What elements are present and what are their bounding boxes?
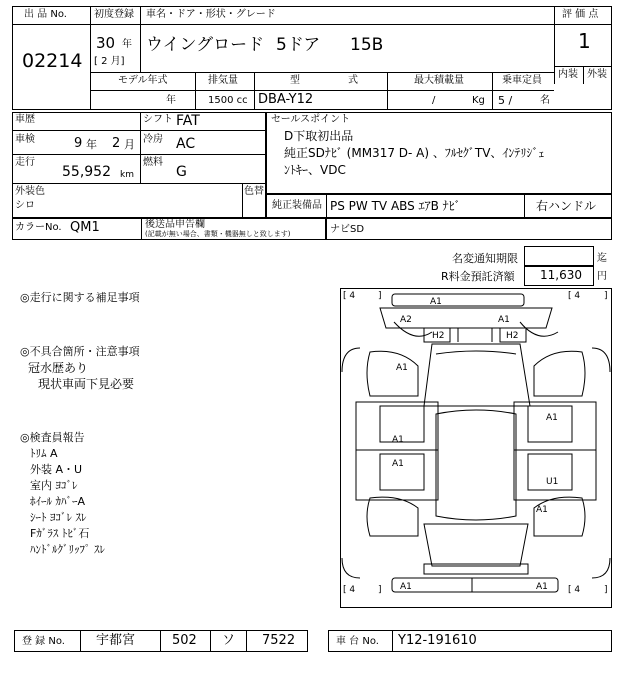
mark-left-door-front: A1 — [392, 435, 404, 445]
reg-kana: ソ — [222, 633, 236, 648]
mileage-label: 走行 — [15, 157, 35, 168]
capacity-unit: 名 — [540, 95, 550, 106]
bracket-end-bl: ] — [378, 585, 382, 595]
defect-title: ◎不具合箇所・注意事項 — [20, 345, 140, 358]
mark-front-bumper: A1 — [430, 297, 442, 307]
inspector-line: 室内 ﾖｺﾞﾚ — [30, 479, 78, 492]
equip-label: 純正装備品 — [272, 200, 322, 211]
score-label: 評 価 点 — [562, 9, 599, 20]
fee-unit: 円 — [597, 271, 607, 282]
sales-line-1: D下取初出品 — [284, 129, 354, 143]
damage-diagram — [340, 288, 612, 608]
chassis-label: 車 台 No. — [336, 636, 379, 647]
ext-color-value: シロ — [15, 200, 35, 211]
score-value: 1 — [578, 29, 591, 53]
reg-year: 30 — [96, 34, 116, 52]
after-value: ナビSD — [330, 224, 365, 235]
details-frame — [12, 112, 266, 218]
mark-rear-bumper-right: A1 — [536, 582, 548, 592]
inspection-year-unit: 年 — [86, 138, 97, 151]
load-unit: Kg — [472, 95, 485, 106]
capacity-label: 乗車定員 — [502, 75, 542, 86]
fee-value: 11,630 — [540, 268, 582, 282]
fuel-value: G — [176, 164, 187, 180]
mark-rear-bumper-left: A1 — [400, 582, 412, 592]
after-value-frame — [326, 218, 612, 240]
inspector-line: 外装 A・U — [30, 463, 83, 476]
car-doors: 5ドア — [276, 35, 321, 55]
notice-box — [524, 246, 594, 266]
load-label: 最大積載量 — [414, 75, 464, 86]
displacement-value: 1500 cc — [208, 95, 248, 106]
type-label-2: 式 — [348, 75, 358, 86]
type-label: 型 — [290, 75, 300, 86]
reg-month: [ 2 月] — [94, 56, 125, 67]
bracket-end-tl: ] — [378, 291, 382, 301]
handle-value: 右ハンドル — [536, 199, 597, 213]
color-change-label: 色替 — [244, 186, 264, 197]
reg-class: 502 — [172, 633, 197, 648]
reg-place: 宇都宮 — [96, 633, 136, 648]
mileage-unit: km — [120, 170, 134, 180]
mark-h2-left: H2 — [432, 331, 445, 341]
inspector-section — [20, 430, 105, 558]
reg-number: 7522 — [262, 633, 296, 648]
shift-label: シフト — [143, 114, 173, 125]
capacity-value: 5 / — [498, 94, 513, 107]
chassis-number: Y12-191610 — [398, 633, 477, 648]
notes-section — [20, 290, 330, 306]
after-label: 後送品申告欄 — [145, 219, 205, 230]
defect-line: 冠水歴あり — [28, 361, 89, 375]
equip-value: PS PW TV ABS ｴｱB ﾅﾋﾞ — [330, 199, 461, 213]
notice-unit: 迄 — [597, 253, 607, 264]
defect-line: 現状車両下見必要 — [38, 377, 135, 391]
inspection-label: 車検 — [15, 134, 35, 145]
fee-label: R料金預託済額 — [441, 270, 515, 283]
mark-hood-right: A1 — [498, 315, 510, 325]
mileage-value: 55,952 — [62, 164, 111, 180]
mark-hood-left: A2 — [400, 315, 412, 325]
bracket-top-right: [ 4 — [568, 291, 581, 301]
shift-value: FAT — [176, 113, 200, 129]
driving-notes-title: ◎走行に関する補足事項 — [20, 291, 140, 304]
reg-year-unit: 年 — [122, 39, 132, 50]
exterior-label: 外装 — [587, 69, 607, 80]
bracket-bottom-left: [ 4 — [343, 585, 356, 595]
fuel-label: 燃料 — [143, 157, 163, 168]
inspector-line: Fｶﾞﾗｽ ﾄﾋﾞ石 — [30, 527, 90, 540]
color-no-value: QM1 — [70, 220, 100, 235]
mark-right-quarter: A1 — [536, 505, 548, 515]
inspector-line: ﾎｲｰﾙ ｶﾊﾞｰA — [30, 495, 86, 508]
color-no-label: カラーNo. — [15, 222, 62, 233]
ext-color-label: 外装色 — [15, 186, 45, 197]
mark-left-door-rear: A1 — [392, 459, 404, 469]
sales-label: セールスポイント — [271, 114, 351, 125]
aircon-label: 冷房 — [143, 134, 163, 145]
inspector-line: ﾊﾝﾄﾞﾙｸﾞﾘｯﾌﾟ ｽﾚ — [30, 543, 105, 556]
mark-h2-right: H2 — [506, 331, 519, 341]
aircon-value: AC — [176, 136, 196, 152]
bracket-bottom-right: [ 4 — [568, 585, 581, 595]
reg-no-label: 登 録 No. — [22, 636, 65, 647]
car-grade: 15B — [350, 35, 384, 55]
after-note: (記載が無い場合、書類・機器無しと致します) — [145, 230, 291, 238]
inspector-line: ｼｰﾄ ﾖｺﾞﾚ ｽﾚ — [30, 511, 87, 524]
lot-number: 02214 — [22, 50, 83, 72]
bracket-top-left: [ 4 — [343, 291, 356, 301]
interior-label: 内装 — [558, 69, 578, 80]
load-separator: / — [432, 95, 436, 106]
mark-right-door-front: A1 — [546, 413, 558, 423]
inspector-title: ◎検査員報告 — [20, 431, 85, 444]
model-year-label: モデル年式 — [118, 75, 168, 86]
type-value: DBA-Y12 — [258, 92, 314, 107]
car-name-label: 車名・ドア・形状・グレード — [146, 9, 276, 20]
notice-label: 名変通知期限 — [452, 252, 518, 265]
car-name: ウイングロード — [146, 35, 265, 55]
sales-line-3: ﾝﾄｷｰ、VDC — [284, 163, 346, 177]
displacement-label: 排気量 — [208, 75, 238, 86]
mark-right-door-rear: U1 — [546, 477, 559, 487]
model-year-unit: 年 — [166, 95, 176, 106]
defect-section — [20, 344, 140, 392]
inspection-month-unit: 月 — [124, 138, 135, 151]
inspection-year: 9 — [74, 136, 83, 151]
bracket-end-tr: ] — [604, 291, 608, 301]
reg-date-label: 初度登録 — [94, 9, 134, 20]
sales-line-2: 純正SDﾅﾋﾞ (MM317 D- A) 、ﾌﾙｾｸﾞTV、ｲﾝﾃﾘｼﾞｪ — [284, 146, 545, 160]
history-label: 車歴 — [15, 114, 35, 125]
inspection-month: 2 — [112, 136, 121, 151]
bracket-end-br: ] — [604, 585, 608, 595]
mark-left-fender: A1 — [396, 363, 408, 373]
inspector-line: ﾄﾘﾑ A — [30, 447, 58, 460]
lot-label: 出 品 No. — [24, 9, 67, 20]
